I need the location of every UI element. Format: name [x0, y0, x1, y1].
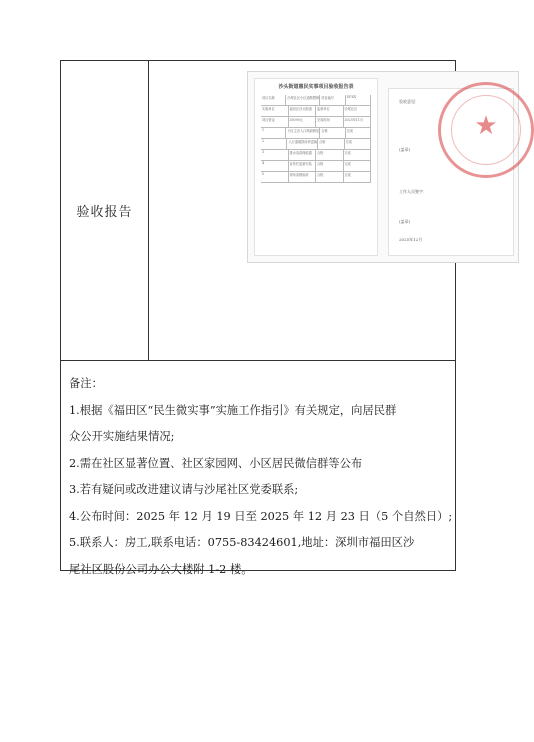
scan-right-line: (盖章): [399, 219, 411, 224]
note-line: 4.公布时间：2025 年 12 月 19 日至 2025 年 12 月 23 日（5 个自然日）;: [69, 509, 453, 523]
scan-table-row: [261, 139, 371, 150]
note-line: 2.需在社区显著位置、社区家园网、小区居民微信群等公布: [69, 456, 363, 470]
scan-table-cell: 完成: [344, 161, 372, 171]
scan-right-line: 工作人员签字：: [399, 189, 427, 194]
scan-table-cell: 沙尾社区: [344, 106, 372, 116]
scan-table-row: [261, 150, 371, 161]
scan-table-cell: 1: [261, 128, 286, 138]
report-row: [61, 61, 498, 361]
scan-table-row: [261, 128, 371, 139]
scan-table-row: [261, 106, 371, 117]
seal-star-icon: ★: [474, 111, 498, 141]
scan-table-cell: 完成: [344, 172, 372, 182]
scan-table-cell: 福田区沙头街道: [289, 106, 317, 116]
note-line: 众公开实施结果情况;: [69, 430, 175, 443]
scan-table-row: [261, 95, 371, 106]
scan-table-cell: 合格: [316, 161, 344, 171]
scan-table-cell: 完成时间: [316, 117, 344, 127]
notes-section: [61, 361, 455, 583]
scan-right-line: (盖章): [399, 147, 411, 152]
scan-table-cell: 完成: [344, 150, 372, 160]
scan-table-cell: 合格: [320, 128, 345, 138]
scan-table-cell: 监督单位: [316, 106, 344, 116]
report-form: [60, 60, 498, 576]
scan-table-cell: 5: [261, 172, 289, 182]
scan-table-cell: 4: [261, 161, 289, 171]
scanned-report-image: [247, 71, 519, 263]
report-label: 验收报告: [61, 61, 149, 360]
scan-table-cell: 项目资金: [261, 117, 289, 127]
scan-table: [261, 95, 371, 183]
scan-table-cell: 宣传栏更新安装: [289, 161, 317, 171]
note-line: 5.联系人：房工,联系电话：0755-83424601,地址：深圳市福田区沙: [69, 536, 415, 549]
note-line: 尾社区股份公司办公大楼附 1-2 楼。: [69, 562, 253, 576]
scan-table-cell: 完成: [345, 139, 371, 149]
scan-table-cell: 沙尾社区小区道路整修: [286, 95, 320, 105]
scan-table-cell: 现场清理验收: [289, 172, 317, 182]
official-seal-icon: [438, 82, 534, 178]
scan-table-row: [261, 172, 371, 183]
scan-right-line: 2025年12月: [399, 237, 423, 242]
scan-table-cell: 实施单位: [261, 106, 289, 116]
scan-table-cell: 35090元: [289, 117, 317, 127]
notes-heading: 备注：: [69, 377, 103, 390]
scan-table-cell: SY-XX: [346, 95, 371, 105]
report-photo-cell: [149, 61, 498, 360]
scan-left-title: 沙头街道惠民实事项目验收报告表: [278, 84, 354, 90]
scan-table-row: [261, 117, 371, 128]
scan-table-cell: 人行道破损砖块更换: [287, 139, 318, 149]
scan-table-cell: 完成: [346, 128, 371, 138]
scan-table-cell: 2025年11月: [344, 117, 372, 127]
scan-table-cell: 合格: [316, 172, 344, 182]
scan-table-cell: 3: [261, 150, 289, 160]
scan-table-cell: 合格: [316, 150, 344, 160]
note-line: 3.若有疑问或改进建议请与沙尾社区党委联系;: [69, 483, 299, 496]
note-line: 1.根据《福田区“民生微实事”实施工作指引》有关规定，向居民群: [69, 403, 397, 417]
scan-left-page: [254, 78, 378, 256]
scan-table-cell: 项目名称: [261, 95, 286, 105]
scan-table-cell: 2: [261, 139, 287, 149]
scan-table-cell: 排水沟清理疏通: [289, 150, 317, 160]
scan-right-line: 验收意见：: [399, 99, 419, 104]
scan-table-cell: 合格: [318, 139, 344, 149]
scan-table-row: [261, 161, 371, 172]
scan-table-cell: 小区主出入口路面修复: [286, 128, 320, 138]
scan-table-cell: 项目编号: [320, 95, 345, 105]
